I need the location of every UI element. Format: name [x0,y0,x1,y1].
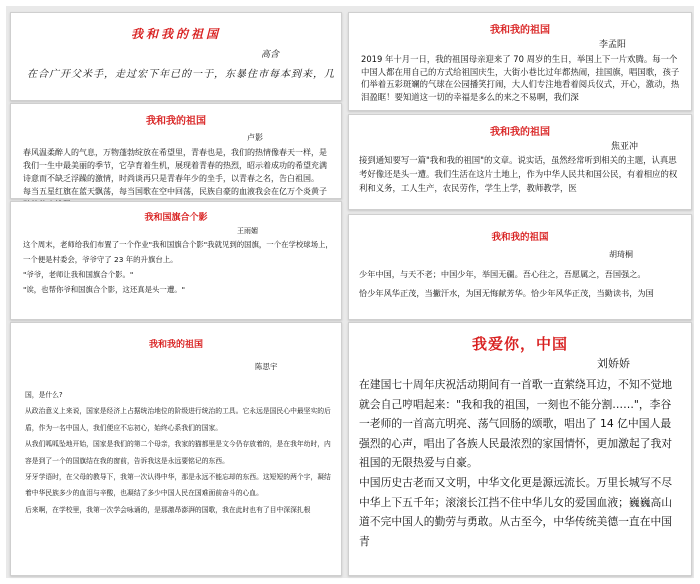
essay-author: 刘娇娇 [597,357,630,370]
essay-body: 2019 年十月一日，我的祖国母亲迎来了 70 周岁的生日，举国上下一片欢腾。每一个中国人都在用自己的方式给祖国庆生，大街小巷比过年都热闹，挂国旗，唱国歌，孩子们举着五彩斑斓的气球在公园播笑打闹，大人们专注地看着阅兵仪式，开心，激动，热泪盈眶！要知道这一切的幸福是多么的来之不易啊，我们深 [361,54,680,102]
essay-page-3 [10,201,342,320]
essay-body: 这个周末，老师给我们布置了一个作业"我和国旗合个影"我就见到的国旗，一个在学校球场上，一个便是村委会，爷爷守了 23 年的升旗台上。 "爷爷，老师让我和国旗合个影。" "诶，也帮你爷和国旗合个影，这还真是头一遭。" [23,240,333,294]
essay-body: 在合广开父米手，走过宏下年已的一于，东暴住市每本到来，几 [27,69,335,80]
essay-title: 我和我的祖国 [491,232,549,243]
essay-page-2 [10,103,342,199]
essay-title: 我和国旗合个影 [144,213,208,223]
essay-body: 国，是什么? 从政治意义上来说，国家是经济上占据统治地位的阶级进行统治的工具。它永远是国民心中最坚实的后盾，作为一名中国人，我们便应不忘初心，始终心系我们的国家。 从我们呱呱坠地开始，国家是我们的第二个母亲，我家的猫都里是文今仍存放着的，是在我年幼时，内容是到了一个的国旗结在我的窗前，告诉我这是永远要铭记的东西。 牙牙学语时，在父母的教导下，我第一次认得中华，那是永远不能忘却的东西。这短短的两个字，凝结着中华民族多少的血泪与辛酸，也凝结了多少中国人民在国难面前奋斗的心血。 后来啊，在学校里，我第一次学会咏诵的，是那激昂澎湃的国歌，我在此时也有了目中深深扎根 [25,391,331,514]
essay-author: 陈思宇 [255,362,278,371]
essay-author: 卢影 [247,133,263,142]
essay-author: 李孟阳 [599,40,627,50]
essay-page-7 [348,214,692,320]
essay-page-4 [10,322,342,576]
essay-title: 我和我的祖国 [146,116,206,127]
essay-page-6 [348,114,692,210]
essay-page-5 [348,12,692,111]
essay-body: 春风温柔醉人的气息，万物蓬勃绽放在希望里，青春也是，我们的热情像春天一样，是我们一生中最美丽的季节，它孕育着生机，展现着青春的热烈，昭示着成功的希望充满诗意而不缺乏浮躁的激情，时尚谈再只是青春年少的坐手，以青春之名，告白祖国。 每当五星红旗在蓝天飘荡，每当国歌在空中回荡，民族自豪的血液我会在亿万个炎黄子 [23,148,327,196]
essay-title: 我和我的祖国 [130,27,221,41]
essay-body: 少年中国，与天不老；中国少年，举国无疆。吾心往之，吾愿属之，吾国强之。 恰少年风华正茂，当撇汗水，为国无悔献芳华。恰少年风华正茂，当勤读书，为国 [359,269,654,298]
essay-author: 焦亚冲 [611,142,639,152]
essay-title: 我爱你，中国 [471,335,568,353]
essay-page-1 [10,12,342,101]
essay-title: 我和我的祖国 [490,127,550,138]
essay-title: 我和我的祖国 [148,340,203,350]
essay-page-8 [348,322,692,576]
essay-body: 接到通知要写一篇"我和我的祖国"的文章。说实话，虽然经常听到相关的主题，认真思考好像还是头一遭。我们生活在这片土地上，作为中华人民共和国公民，有着相应的权利和义务，工人生产，农民劳作，学生上学，教师教学，医 [359,155,678,193]
essay-author: 王雨媚 [237,227,258,235]
essay-author: 高含 [261,50,280,60]
essay-body: 在建国七十周年庆祝活动期间有一首歌一直萦绕耳边，不知不觉地就会自己哼唱起来："我和我的祖国，一刻也不能分割……"，李谷一老师的一首高亢明亮、荡气回肠的颂歌，唱出了 14 亿中国人最强烈的心声，唱出了各族人民最浓烈的家国情怀，更加激起了我对祖国的无限热爱与自豪。 中国历史古老而又文明，中华文化更是源远流长。万里长城写不尽中华上下五千年；滚滚长江挡不住中华儿女的爱国血液；巍巍高山道不完中国人的勤劳与勇敢。从古至今，中华传统美德一直在中国青 [359,378,673,548]
essay-author: 胡琦桐 [609,250,633,259]
collage-frame [6,6,694,578]
essay-title: 我和我的祖国 [490,25,550,36]
